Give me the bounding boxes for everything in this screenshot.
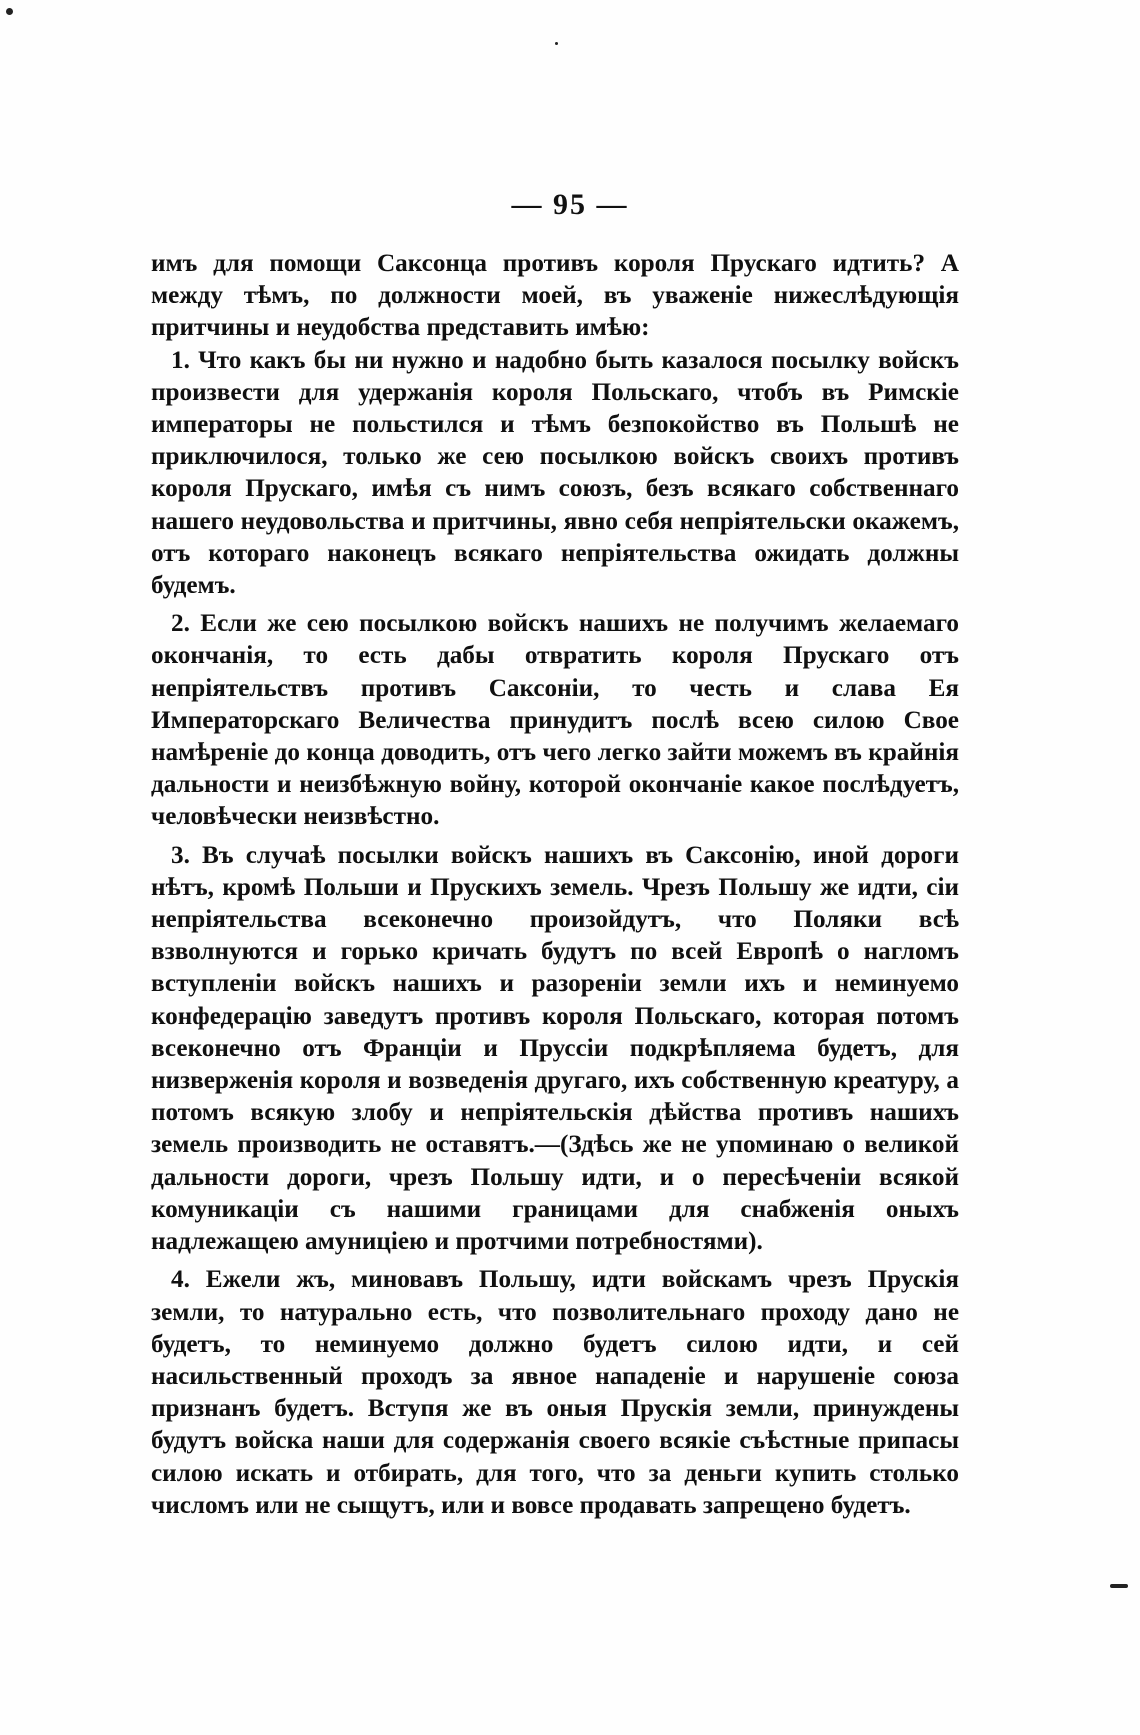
ink-speck-top-left bbox=[6, 8, 13, 15]
ink-speck-top-center bbox=[555, 42, 558, 45]
paragraph-point-1: 1. Что какъ бы ни нужно и надобно быть казалося посылку войскъ произвести для удержанія короля Польскаго, чтобъ въ Римскіе императоры не польстился и тѣмъ безпокойство въ Польшѣ не приключилося, только же сею посылкою войскъ своихъ противъ короля Прускаго, имѣя съ нимъ союзъ, безъ всякаго собственнаго нашего неудовольства и притчины, явно себя непріятельски окажемъ, отъ котораго наконецъ всякаго непріятельства ожидать должны будемъ. bbox=[151, 346, 959, 600]
paragraph-point-3: 3. Въ случаѣ посылки войскъ нашихъ въ Саксонію, иной дороги нѣтъ, кромѣ Польши и Прускихъ земель. Чрезъ Польшу же идти, сіи непріятельства всеконечно произойдутъ, что Поляки всѣ взволнуются и горько кричать будутъ по всей Европѣ о нагломъ вступленіи войскъ нашихъ и разореніи земли ихъ и неминуемо конфедерацію заведутъ противъ короля Польскаго, которая потомъ всеконечно отъ Франціи и Пруссіи подкрѣпляема будетъ, для низверженія короля и возведенія другаго, ихъ собственную креатуру, а потомъ всякую злобу и непріятельскія дѣйства противъ нашихъ земель производить не оставятъ.—(Здѣсь же не упоминаю о великой дальности дороги, чрезъ Польшу идти, и о пересѣченіи всякой комуникаціи съ нашими границами для снабженія оныхъ надлежащею амуниціею и протчими потребностями). bbox=[151, 841, 959, 1256]
ink-speck-bottom-right bbox=[1110, 1584, 1128, 1588]
body-text bbox=[151, 248, 959, 1522]
paragraph-point-2: 2. Если же сею посылкою войскъ нашихъ не получимъ желаемаго окончанія, то есть дабы отвратить короля Прускаго отъ непріятельствъ противъ Саксоніи, то честь и слава Ея Императорскаго Величества принудитъ послѣ всею силою Свое намѣреніе до конца доводить, отъ чего легко зайти можемъ въ крайнія дальности и неизбѣжную войну, которой окончаніе какое послѣдуетъ, человѣчески неизвѣстно. bbox=[151, 610, 959, 831]
page-number: — 95 — bbox=[511, 188, 629, 221]
paragraph-point-4: 4. Ежели жъ, миновавъ Польшу, идти войскамъ чрезъ Прускія земли, то натурально есть, что позволительнаго проходу дано не будетъ, то неминуемо должно будетъ силою идти, и сей насильственный проходъ за явное нападеніе и нарушеніе союза признанъ будетъ. Вступя же въ оныя Прускія земли, принуждены будутъ войска наши для содержанія своего всякіе съѣстные припасы силою искать и отбирать, для того, что за деньги купить столько числомъ или не сыщутъ, или и вовсе продавать запрещено будетъ. bbox=[151, 1266, 959, 1519]
paragraph-intro: имъ для помощи Саксонца противъ короля Прускаго идтить? А между тѣмъ, по должности моей, въ уваженіе нижеслѣдующія притчины и неудобства представить имѣю: bbox=[151, 250, 959, 342]
